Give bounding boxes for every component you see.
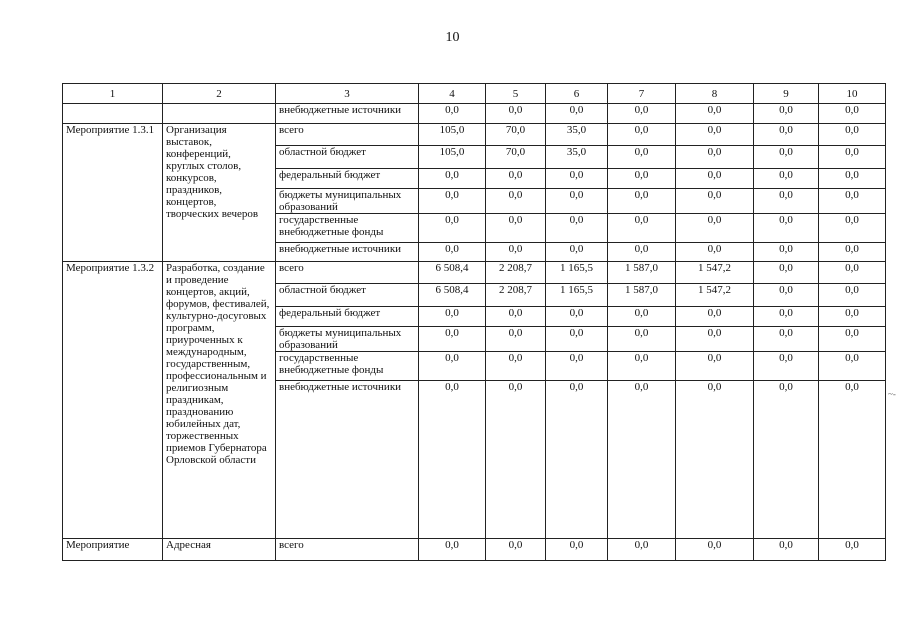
value-cell: 0,0 xyxy=(486,307,546,327)
value-cell: 0,0 xyxy=(754,381,819,539)
funding-source-cell: федеральный бюджет xyxy=(276,169,419,189)
value-cell: 0,0 xyxy=(754,352,819,381)
value-cell: 1 165,5 xyxy=(546,284,608,307)
column-header: 7 xyxy=(608,84,676,104)
funding-source-cell: областной бюджет xyxy=(276,284,419,307)
value-cell: 0,0 xyxy=(819,352,886,381)
value-cell: 1 547,2 xyxy=(676,262,754,284)
value-cell: 0,0 xyxy=(819,104,886,124)
funding-source-cell: внебюджетные источники xyxy=(276,381,419,539)
funding-source-cell: всего xyxy=(276,124,419,146)
value-cell: 0,0 xyxy=(546,169,608,189)
value-cell: 0,0 xyxy=(608,124,676,146)
value-cell: 0,0 xyxy=(676,381,754,539)
column-header: 3 xyxy=(276,84,419,104)
value-cell: 0,0 xyxy=(754,262,819,284)
value-cell: 0,0 xyxy=(546,381,608,539)
value-cell: 0,0 xyxy=(676,104,754,124)
value-cell: 0,0 xyxy=(419,381,486,539)
value-cell: 0,0 xyxy=(546,104,608,124)
value-cell: 0,0 xyxy=(819,307,886,327)
funding-source-cell: бюджеты муниципальных образований xyxy=(276,189,419,214)
funding-source-cell: государственные внебюджетные фонды xyxy=(276,214,419,243)
value-cell: 0,0 xyxy=(608,189,676,214)
funding-table xyxy=(62,83,886,561)
value-cell: 0,0 xyxy=(419,307,486,327)
funding-source-cell: внебюджетные источники xyxy=(276,243,419,262)
value-cell: 0,0 xyxy=(676,146,754,169)
value-cell: 0,0 xyxy=(754,214,819,243)
value-cell: 0,0 xyxy=(819,327,886,352)
value-cell: 0,0 xyxy=(676,243,754,262)
value-cell: 0,0 xyxy=(486,169,546,189)
value-cell: 0,0 xyxy=(676,352,754,381)
value-cell: 0,0 xyxy=(608,352,676,381)
funding-source-cell: бюджеты муниципальных образований xyxy=(276,327,419,352)
value-cell: 0,0 xyxy=(486,381,546,539)
value-cell: 0,0 xyxy=(419,169,486,189)
value-cell: 6 508,4 xyxy=(419,284,486,307)
value-cell: 0,0 xyxy=(419,214,486,243)
header-row xyxy=(63,84,886,104)
value-cell: 0,0 xyxy=(754,169,819,189)
funding-source-cell: всего xyxy=(276,539,419,561)
value-cell: 0,0 xyxy=(676,169,754,189)
value-cell: 0,0 xyxy=(546,189,608,214)
value-cell: 0,0 xyxy=(754,189,819,214)
page-number: 10 xyxy=(445,30,460,45)
value-cell: 0,0 xyxy=(546,307,608,327)
value-cell: 0,0 xyxy=(608,539,676,561)
value-cell: 0,0 xyxy=(486,189,546,214)
value-cell: 0,0 xyxy=(608,307,676,327)
funding-source-cell: всего xyxy=(276,262,419,284)
column-header: 9 xyxy=(754,84,819,104)
value-cell: 0,0 xyxy=(819,169,886,189)
value-cell: 1 587,0 xyxy=(608,284,676,307)
value-cell: 0,0 xyxy=(546,539,608,561)
value-cell: 0,0 xyxy=(754,104,819,124)
funding-source-cell: государственные внебюджетные фонды xyxy=(276,352,419,381)
value-cell: 0,0 xyxy=(754,146,819,169)
value-cell: 0,0 xyxy=(819,146,886,169)
value-cell: 0,0 xyxy=(546,243,608,262)
value-cell: 70,0 xyxy=(486,146,546,169)
value-cell: 0,0 xyxy=(676,307,754,327)
value-cell: 0,0 xyxy=(419,104,486,124)
value-cell: 0,0 xyxy=(486,104,546,124)
value-cell: 0,0 xyxy=(486,539,546,561)
value-cell: 0,0 xyxy=(419,327,486,352)
value-cell: 0,0 xyxy=(608,104,676,124)
value-cell: 0,0 xyxy=(819,214,886,243)
table-row xyxy=(63,124,886,146)
value-cell: 0,0 xyxy=(819,124,886,146)
value-cell: 0,0 xyxy=(754,327,819,352)
table-row xyxy=(63,104,886,124)
value-cell: 0,0 xyxy=(608,146,676,169)
value-cell: 0,0 xyxy=(608,214,676,243)
value-cell: 0,0 xyxy=(754,284,819,307)
value-cell: 0,0 xyxy=(819,189,886,214)
value-cell: 0,0 xyxy=(819,262,886,284)
value-cell: 105,0 xyxy=(419,146,486,169)
value-cell: 0,0 xyxy=(486,214,546,243)
value-cell: 0,0 xyxy=(419,189,486,214)
description-cell: Разработка, создание и проведение концертов, акций, форумов, фестивалей, культурно-досуговых программ, приуроченных к международным, государственным, профессиональным и религиозным праздникам, празднованию юбилейных дат, торжественных приемов Губернатора Орловской области xyxy=(163,262,276,539)
description-cell xyxy=(163,104,276,124)
value-cell: 2 208,7 xyxy=(486,284,546,307)
column-header: 1 xyxy=(63,84,163,104)
value-cell: 6 508,4 xyxy=(419,262,486,284)
value-cell: 0,0 xyxy=(419,243,486,262)
column-header: 8 xyxy=(676,84,754,104)
column-header: 6 xyxy=(546,84,608,104)
description-cell: Адресная xyxy=(163,539,276,561)
measure-cell: Мероприятие xyxy=(63,539,163,561)
table-row xyxy=(63,539,886,561)
value-cell: 0,0 xyxy=(676,189,754,214)
value-cell: 0,0 xyxy=(546,214,608,243)
value-cell: 2 208,7 xyxy=(486,262,546,284)
value-cell: 0,0 xyxy=(819,284,886,307)
column-header: 10 xyxy=(819,84,886,104)
funding-source-cell: внебюджетные источники xyxy=(276,104,419,124)
value-cell: 0,0 xyxy=(676,539,754,561)
value-cell: 70,0 xyxy=(486,124,546,146)
value-cell: 1 165,5 xyxy=(546,262,608,284)
value-cell: 0,0 xyxy=(486,327,546,352)
value-cell: 0,0 xyxy=(819,539,886,561)
value-cell: 0,0 xyxy=(608,381,676,539)
funding-source-cell: федеральный бюджет xyxy=(276,307,419,327)
table-row xyxy=(63,262,886,284)
value-cell: 0,0 xyxy=(608,327,676,352)
value-cell: 0,0 xyxy=(419,352,486,381)
value-cell: 1 587,0 xyxy=(608,262,676,284)
value-cell: 0,0 xyxy=(608,169,676,189)
value-cell: 0,0 xyxy=(819,243,886,262)
value-cell: 0,0 xyxy=(819,381,886,539)
value-cell: 0,0 xyxy=(546,352,608,381)
description-cell: Организация выставок, конференций, круглых столов, конкурсов, праздников, концертов, творческих вечеров xyxy=(163,124,276,262)
measure-cell xyxy=(63,104,163,124)
value-cell: 0,0 xyxy=(486,243,546,262)
value-cell: 0,0 xyxy=(546,327,608,352)
value-cell: 0,0 xyxy=(754,124,819,146)
value-cell: 105,0 xyxy=(419,124,486,146)
column-header: 4 xyxy=(419,84,486,104)
value-cell: 0,0 xyxy=(419,539,486,561)
value-cell: 0,0 xyxy=(754,307,819,327)
value-cell: 0,0 xyxy=(754,243,819,262)
value-cell: 0,0 xyxy=(486,352,546,381)
column-header: 5 xyxy=(486,84,546,104)
value-cell: 35,0 xyxy=(546,146,608,169)
measure-cell: Мероприятие 1.3.1 xyxy=(63,124,163,262)
value-cell: 0,0 xyxy=(676,124,754,146)
funding-source-cell: областной бюджет xyxy=(276,146,419,169)
value-cell: 0,0 xyxy=(676,327,754,352)
measure-cell: Мероприятие 1.3.2 xyxy=(63,262,163,539)
value-cell: 0,0 xyxy=(608,243,676,262)
scan-mark: ~- xyxy=(888,389,896,399)
value-cell: 0,0 xyxy=(676,214,754,243)
value-cell: 0,0 xyxy=(754,539,819,561)
column-header: 2 xyxy=(163,84,276,104)
value-cell: 35,0 xyxy=(546,124,608,146)
value-cell: 1 547,2 xyxy=(676,284,754,307)
